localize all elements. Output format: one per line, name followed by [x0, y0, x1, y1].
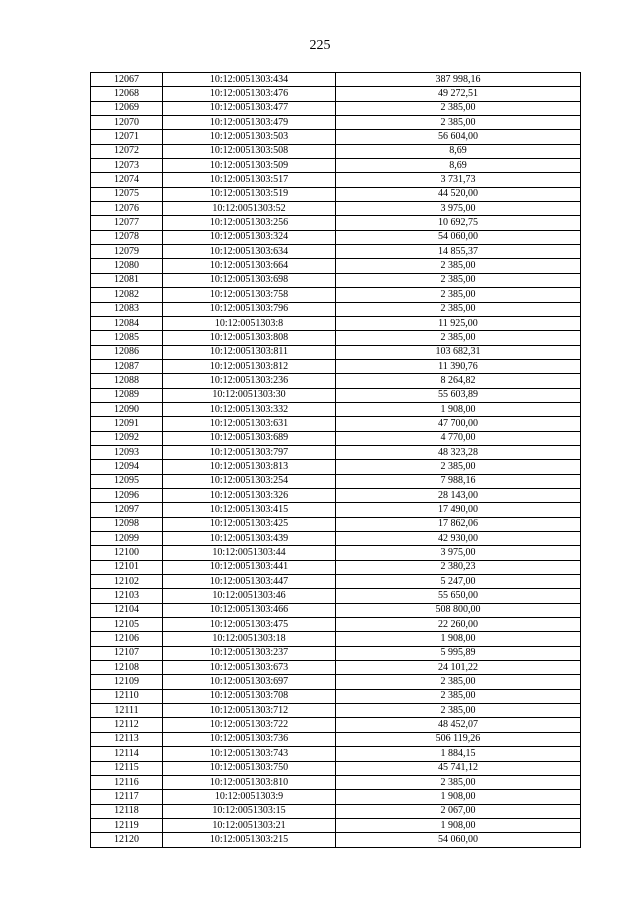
cadastral-number-cell: 10:12:0051303:722	[163, 718, 336, 732]
table-row	[91, 187, 581, 201]
table-row	[91, 374, 581, 388]
table-row	[91, 288, 581, 302]
amount-cell: 2 385,00	[336, 259, 581, 273]
table-row	[91, 245, 581, 259]
cadastral-number-cell: 10:12:0051303:425	[163, 517, 336, 531]
table-row	[91, 618, 581, 632]
table-row	[91, 603, 581, 617]
amount-cell: 7 988,16	[336, 474, 581, 488]
table-row	[91, 388, 581, 402]
amount-cell: 10 692,75	[336, 216, 581, 230]
row-number-cell: 12067	[91, 73, 163, 87]
cadastral-number-cell: 10:12:0051303:434	[163, 73, 336, 87]
row-number-cell: 12103	[91, 589, 163, 603]
amount-cell: 2 385,00	[336, 460, 581, 474]
row-number-cell: 12070	[91, 116, 163, 130]
amount-cell: 11 925,00	[336, 316, 581, 330]
amount-cell: 8,69	[336, 144, 581, 158]
amount-cell: 2 385,00	[336, 704, 581, 718]
table-row	[91, 575, 581, 589]
cadastral-number-cell: 10:12:0051303:750	[163, 761, 336, 775]
row-number-cell: 12111	[91, 704, 163, 718]
cadastral-number-cell: 10:12:0051303:758	[163, 288, 336, 302]
amount-cell: 4 770,00	[336, 431, 581, 445]
row-number-cell: 12107	[91, 646, 163, 660]
row-number-cell: 12117	[91, 790, 163, 804]
amount-cell: 1 908,00	[336, 790, 581, 804]
table-row	[91, 216, 581, 230]
amount-cell: 47 700,00	[336, 417, 581, 431]
amount-cell: 3 731,73	[336, 173, 581, 187]
cadastral-number-cell: 10:12:0051303:439	[163, 532, 336, 546]
row-number-cell: 12088	[91, 374, 163, 388]
table-row	[91, 646, 581, 660]
page-number: 225	[309, 38, 331, 53]
amount-cell: 54 060,00	[336, 833, 581, 847]
cadastral-number-cell: 10:12:0051303:466	[163, 603, 336, 617]
table-row	[91, 173, 581, 187]
cadastral-number-cell: 10:12:0051303:44	[163, 546, 336, 560]
table-row	[91, 790, 581, 804]
table-row	[91, 761, 581, 775]
cadastral-number-cell: 10:12:0051303:237	[163, 646, 336, 660]
table-row	[91, 632, 581, 646]
cadastral-number-cell: 10:12:0051303:813	[163, 460, 336, 474]
table-row	[91, 775, 581, 789]
amount-cell: 45 741,12	[336, 761, 581, 775]
cadastral-number-cell: 10:12:0051303:254	[163, 474, 336, 488]
row-number-cell: 12071	[91, 130, 163, 144]
row-number-cell: 12116	[91, 775, 163, 789]
cadastral-number-cell: 10:12:0051303:15	[163, 804, 336, 818]
table-row	[91, 460, 581, 474]
row-number-cell: 12118	[91, 804, 163, 818]
cadastral-number-cell: 10:12:0051303:18	[163, 632, 336, 646]
cadastral-number-cell: 10:12:0051303:326	[163, 488, 336, 502]
row-number-cell: 12115	[91, 761, 163, 775]
amount-cell: 54 060,00	[336, 230, 581, 244]
row-number-cell: 12072	[91, 144, 163, 158]
amount-cell: 2 385,00	[336, 675, 581, 689]
row-number-cell: 12089	[91, 388, 163, 402]
amount-cell: 48 452,07	[336, 718, 581, 732]
row-number-cell: 12100	[91, 546, 163, 560]
row-number-cell: 12105	[91, 618, 163, 632]
row-number-cell: 12109	[91, 675, 163, 689]
amount-cell: 17 490,00	[336, 503, 581, 517]
amount-cell: 11 390,76	[336, 359, 581, 373]
cadastral-number-cell: 10:12:0051303:477	[163, 101, 336, 115]
table-row	[91, 474, 581, 488]
table-row	[91, 818, 581, 832]
row-number-cell: 12094	[91, 460, 163, 474]
table-row	[91, 273, 581, 287]
amount-cell: 49 272,51	[336, 87, 581, 101]
table-row	[91, 689, 581, 703]
row-number-cell: 12095	[91, 474, 163, 488]
amount-cell: 56 604,00	[336, 130, 581, 144]
table-row	[91, 833, 581, 847]
cadastral-number-cell: 10:12:0051303:475	[163, 618, 336, 632]
cadastral-number-cell: 10:12:0051303:476	[163, 87, 336, 101]
table-row	[91, 159, 581, 173]
table-row	[91, 503, 581, 517]
amount-cell: 2 385,00	[336, 331, 581, 345]
cadastral-number-cell: 10:12:0051303:808	[163, 331, 336, 345]
cadastral-number-cell: 10:12:0051303:9	[163, 790, 336, 804]
row-number-cell: 12093	[91, 445, 163, 459]
table-row	[91, 144, 581, 158]
table-row	[91, 532, 581, 546]
cadastral-number-cell: 10:12:0051303:634	[163, 245, 336, 259]
table-row	[91, 488, 581, 502]
table-row	[91, 402, 581, 416]
amount-cell: 28 143,00	[336, 488, 581, 502]
row-number-cell: 12087	[91, 359, 163, 373]
cadastral-number-cell: 10:12:0051303:689	[163, 431, 336, 445]
table-row	[91, 230, 581, 244]
amount-cell: 14 855,37	[336, 245, 581, 259]
cadastral-number-cell: 10:12:0051303:46	[163, 589, 336, 603]
table-row	[91, 316, 581, 330]
cadastral-number-cell: 10:12:0051303:332	[163, 402, 336, 416]
cadastral-number-cell: 10:12:0051303:21	[163, 818, 336, 832]
amount-cell: 506 119,26	[336, 732, 581, 746]
row-number-cell: 12077	[91, 216, 163, 230]
row-number-cell: 12110	[91, 689, 163, 703]
cadastral-number-cell: 10:12:0051303:797	[163, 445, 336, 459]
table-row	[91, 345, 581, 359]
table-row	[91, 732, 581, 746]
cadastral-number-cell: 10:12:0051303:812	[163, 359, 336, 373]
amount-cell: 2 385,00	[336, 288, 581, 302]
cadastral-number-cell: 10:12:0051303:796	[163, 302, 336, 316]
amount-cell: 42 930,00	[336, 532, 581, 546]
row-number-cell: 12078	[91, 230, 163, 244]
table-row	[91, 589, 581, 603]
amount-cell: 2 067,00	[336, 804, 581, 818]
table-row	[91, 546, 581, 560]
row-number-cell: 12096	[91, 488, 163, 502]
amount-cell: 103 682,31	[336, 345, 581, 359]
amount-cell: 5 995,89	[336, 646, 581, 660]
row-number-cell: 12084	[91, 316, 163, 330]
amount-cell: 8,69	[336, 159, 581, 173]
registry-table	[90, 72, 581, 848]
amount-cell: 2 385,00	[336, 775, 581, 789]
amount-cell: 2 385,00	[336, 101, 581, 115]
cadastral-number-cell: 10:12:0051303:509	[163, 159, 336, 173]
cadastral-number-cell: 10:12:0051303:52	[163, 202, 336, 216]
row-number-cell: 12101	[91, 560, 163, 574]
row-number-cell: 12086	[91, 345, 163, 359]
cadastral-number-cell: 10:12:0051303:324	[163, 230, 336, 244]
cadastral-number-cell: 10:12:0051303:811	[163, 345, 336, 359]
table-row	[91, 202, 581, 216]
cadastral-number-cell: 10:12:0051303:673	[163, 661, 336, 675]
row-number-cell: 12082	[91, 288, 163, 302]
amount-cell: 3 975,00	[336, 546, 581, 560]
row-number-cell: 12119	[91, 818, 163, 832]
row-number-cell: 12085	[91, 331, 163, 345]
row-number-cell: 12076	[91, 202, 163, 216]
row-number-cell: 12083	[91, 302, 163, 316]
table-row	[91, 560, 581, 574]
row-number-cell: 12102	[91, 575, 163, 589]
amount-cell: 1 884,15	[336, 747, 581, 761]
table-row	[91, 704, 581, 718]
row-number-cell: 12074	[91, 173, 163, 187]
table-row	[91, 675, 581, 689]
cadastral-number-cell: 10:12:0051303:503	[163, 130, 336, 144]
table-row	[91, 517, 581, 531]
table-row	[91, 445, 581, 459]
registry-table-body	[91, 73, 581, 848]
amount-cell: 24 101,22	[336, 661, 581, 675]
cadastral-number-cell: 10:12:0051303:215	[163, 833, 336, 847]
row-number-cell: 12073	[91, 159, 163, 173]
row-number-cell: 12114	[91, 747, 163, 761]
amount-cell: 2 385,00	[336, 302, 581, 316]
row-number-cell: 12097	[91, 503, 163, 517]
amount-cell: 48 323,28	[336, 445, 581, 459]
row-number-cell: 12068	[91, 87, 163, 101]
row-number-cell: 12079	[91, 245, 163, 259]
row-number-cell: 12113	[91, 732, 163, 746]
cadastral-number-cell: 10:12:0051303:664	[163, 259, 336, 273]
table-row	[91, 747, 581, 761]
cadastral-number-cell: 10:12:0051303:236	[163, 374, 336, 388]
cadastral-number-cell: 10:12:0051303:8	[163, 316, 336, 330]
cadastral-number-cell: 10:12:0051303:712	[163, 704, 336, 718]
table-row	[91, 661, 581, 675]
amount-cell: 8 264,82	[336, 374, 581, 388]
cadastral-number-cell: 10:12:0051303:447	[163, 575, 336, 589]
table-row	[91, 331, 581, 345]
table-row	[91, 417, 581, 431]
amount-cell: 22 260,00	[336, 618, 581, 632]
amount-cell: 1 908,00	[336, 402, 581, 416]
row-number-cell: 12069	[91, 101, 163, 115]
table-row	[91, 73, 581, 87]
row-number-cell: 12090	[91, 402, 163, 416]
amount-cell: 55 603,89	[336, 388, 581, 402]
row-number-cell: 12080	[91, 259, 163, 273]
row-number-cell: 12120	[91, 833, 163, 847]
row-number-cell: 12099	[91, 532, 163, 546]
cadastral-number-cell: 10:12:0051303:698	[163, 273, 336, 287]
cadastral-number-cell: 10:12:0051303:517	[163, 173, 336, 187]
table-row	[91, 431, 581, 445]
cadastral-number-cell: 10:12:0051303:631	[163, 417, 336, 431]
cadastral-number-cell: 10:12:0051303:441	[163, 560, 336, 574]
amount-cell: 2 385,00	[336, 116, 581, 130]
table-row	[91, 804, 581, 818]
amount-cell: 387 998,16	[336, 73, 581, 87]
row-number-cell: 12112	[91, 718, 163, 732]
row-number-cell: 12104	[91, 603, 163, 617]
row-number-cell: 12098	[91, 517, 163, 531]
cadastral-number-cell: 10:12:0051303:508	[163, 144, 336, 158]
table-row	[91, 259, 581, 273]
cadastral-number-cell: 10:12:0051303:415	[163, 503, 336, 517]
amount-cell: 2 380,23	[336, 560, 581, 574]
cadastral-number-cell: 10:12:0051303:256	[163, 216, 336, 230]
cadastral-number-cell: 10:12:0051303:743	[163, 747, 336, 761]
table-row	[91, 101, 581, 115]
cadastral-number-cell: 10:12:0051303:810	[163, 775, 336, 789]
amount-cell: 3 975,00	[336, 202, 581, 216]
amount-cell: 2 385,00	[336, 273, 581, 287]
table-row	[91, 718, 581, 732]
table-row	[91, 302, 581, 316]
table-row	[91, 130, 581, 144]
cadastral-number-cell: 10:12:0051303:30	[163, 388, 336, 402]
cadastral-number-cell: 10:12:0051303:519	[163, 187, 336, 201]
amount-cell: 2 385,00	[336, 689, 581, 703]
amount-cell: 17 862,06	[336, 517, 581, 531]
table-row	[91, 116, 581, 130]
row-number-cell: 12092	[91, 431, 163, 445]
table-row	[91, 359, 581, 373]
table-row	[91, 87, 581, 101]
amount-cell: 5 247,00	[336, 575, 581, 589]
amount-cell: 44 520,00	[336, 187, 581, 201]
cadastral-number-cell: 10:12:0051303:736	[163, 732, 336, 746]
amount-cell: 1 908,00	[336, 632, 581, 646]
row-number-cell: 12081	[91, 273, 163, 287]
amount-cell: 1 908,00	[336, 818, 581, 832]
cadastral-number-cell: 10:12:0051303:708	[163, 689, 336, 703]
amount-cell: 55 650,00	[336, 589, 581, 603]
row-number-cell: 12106	[91, 632, 163, 646]
row-number-cell: 12091	[91, 417, 163, 431]
row-number-cell: 12108	[91, 661, 163, 675]
cadastral-number-cell: 10:12:0051303:479	[163, 116, 336, 130]
row-number-cell: 12075	[91, 187, 163, 201]
cadastral-number-cell: 10:12:0051303:697	[163, 675, 336, 689]
amount-cell: 508 800,00	[336, 603, 581, 617]
